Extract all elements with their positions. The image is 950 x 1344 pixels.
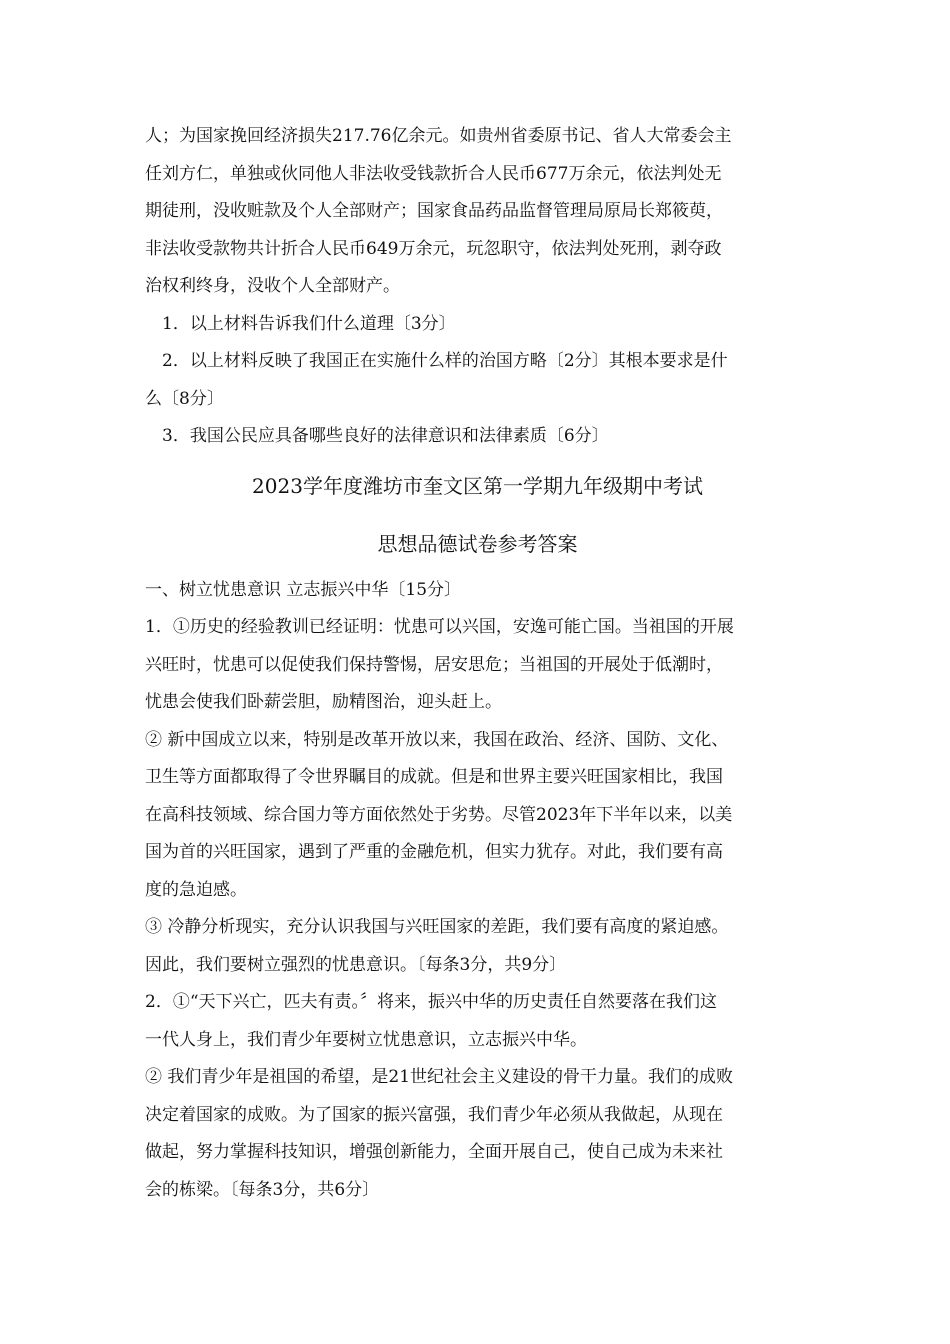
question-3: 3．我国公民应具备哪些良好的法律意识和法律素质〔6分〕 xyxy=(162,426,609,446)
question-list xyxy=(145,306,810,456)
answer-1-line: ② 新中国成立以来，特别是改革开放以来，我国在政治、经济、国防、文化、 xyxy=(145,729,729,750)
answer-2-line: 做起，努力掌握科技知识，增强创新能力，全面开展自己，使自己成为未来社 xyxy=(145,1142,723,1162)
document-page xyxy=(145,118,810,1209)
answer-2-line: 一代人身上，我们青少年要树立忧患意识，立志振兴中华。 xyxy=(145,1029,587,1050)
material-line: 非法收受款物共计折合人民币649万余元，玩忽职守，依法判处死刑，剥夺政 xyxy=(145,238,722,259)
material-paragraph xyxy=(145,118,810,306)
answer-key-title: 2023学年度潍坊市奎文区第一学期九年级期中考试 xyxy=(252,473,703,498)
question-2-continued: 么〔8分〕 xyxy=(145,388,224,409)
answer-2-line: 会的栋梁。〔每条3分，共6分〕 xyxy=(145,1179,380,1200)
section-1-heading: 一、树立忧患意识 立志振兴中华〔15分〕 xyxy=(145,579,462,600)
material-line: 人；为国家挽回经济损失217.76亿余元。如贵州省委原书记、省人大常委会主 xyxy=(145,126,732,146)
answer-2-line: 决定着国家的成败。为了国家的振兴富强，我们青少年必须从我做起，从现在 xyxy=(145,1104,723,1125)
answer-1-line: 因此，我们要树立强烈的忧患意识。〔每条3分，共9分〕 xyxy=(145,954,567,975)
answer-1-line: 国为首的兴旺国家，遇到了严重的金融危机，但实力犹存。对此，我们要有高 xyxy=(145,842,723,862)
answer-1-line: 卫生等方面都取得了令世界瞩目的成就。但是和世界主要兴旺国家相比，我国 xyxy=(145,767,723,787)
answer-2 xyxy=(145,984,810,1209)
answer-1-line: 度的急迫感。 xyxy=(145,879,247,900)
answer-key-subtitle: 思想品德试卷参考答案 xyxy=(377,531,578,556)
answer-1-line: 忧患会使我们卧薪尝胆，励精图治，迎头赶上。 xyxy=(145,692,502,712)
answer-1-line: 兴旺时，忧患可以促使我们保持警惕，居安思危；当祖国的开展处于低潮时， xyxy=(145,654,723,675)
question-2: 2．以上材料反映了我国正在实施什么样的治国方略〔2分〕其根本要求是什 xyxy=(162,351,728,371)
material-line: 任刘方仁，单独或伙同他人非法收受钱款折合人民币677万余元，依法判处无 xyxy=(145,163,722,184)
material-line: 治权利终身，没收个人全部财产。 xyxy=(145,276,400,296)
material-line: 期徒刑，没收赃款及个人全部财产；国家食品药品监督管理局原局长郑筱萸， xyxy=(145,201,723,221)
answer-2-line: ② 我们青少年是祖国的希望，是21世纪社会主义建设的骨干力量。我们的成败 xyxy=(145,1067,734,1087)
answer-1-line: 在高科技领域、综合国力等方面依然处于劣势。尽管2023年下半年以来，以美 xyxy=(145,804,733,825)
question-1: 1．以上材料告诉我们什么道理〔3分〕 xyxy=(162,313,456,334)
answer-1 xyxy=(145,609,810,984)
answer-2-line: 2．①“天下兴亡，匹夫有责。〞将来，振兴中华的历史责任自然要落在我们这 xyxy=(145,992,718,1012)
answer-1-line: 1．①历史的经验教训已经证明：忧患可以兴国，安逸可能亡国。当祖国的开展 xyxy=(145,617,734,637)
answer-1-line: ③ 冷静分析现实，充分认识我国与兴旺国家的差距，我们要有高度的紧迫感。 xyxy=(145,917,729,937)
